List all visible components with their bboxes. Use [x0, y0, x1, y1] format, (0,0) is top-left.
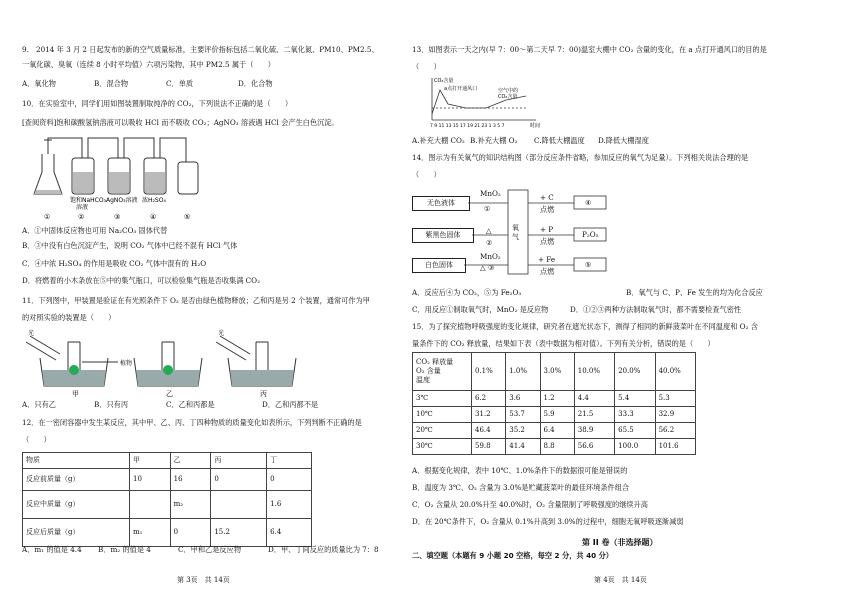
- diagram-box: 白色固体: [412, 258, 466, 273]
- option[interactable]: A.补充大棚 CO₂: [412, 136, 465, 145]
- option[interactable]: A．m₁ 的值是 4.4: [22, 545, 82, 554]
- table-cell: 46.4: [472, 423, 506, 439]
- table-cell: 0.1%: [472, 353, 506, 391]
- axis-label: 时间: [530, 123, 541, 129]
- condition: MnO₂: [480, 189, 501, 198]
- option[interactable]: C．单质: [166, 79, 194, 88]
- product: ④: [585, 198, 592, 207]
- table-cell: 物质: [23, 453, 130, 469]
- table-cell: 5.4: [615, 391, 655, 407]
- condition: △: [486, 226, 492, 235]
- diagram-box: 无色液体: [412, 196, 470, 211]
- table-cell: [130, 491, 171, 519]
- q12-line2: （ ）: [22, 435, 51, 444]
- q11-line1: 11．下列图中，甲装置是验证在有光照条件下 O₂ 是否由绿色植物释放；乙和丙是另 2 个装置，通常可作为甲: [22, 296, 370, 305]
- table-cell: 10: [130, 469, 171, 491]
- table-header-cell: [413, 353, 472, 391]
- table-cell: 15.2: [211, 519, 267, 547]
- option[interactable]: A．氧化物: [22, 79, 56, 88]
- product: P₂O₅: [582, 230, 599, 239]
- header-line: 温度: [416, 376, 430, 385]
- table-cell: 6.2: [472, 391, 506, 407]
- table-cell: 乙: [170, 453, 211, 469]
- table-cell: 53.7: [506, 407, 540, 423]
- table-cell: 10.0%: [574, 353, 614, 391]
- option[interactable]: B．温度为 3℃、O₂ 含量为 3.0%是贮藏菠菜叶的最佳环境条件组合: [412, 483, 630, 492]
- table-row: [413, 353, 696, 391]
- fig-number: ②: [78, 213, 85, 221]
- fig-label: 丙: [260, 390, 267, 398]
- table-cell: 56.2: [655, 423, 695, 439]
- q12-line1: 12．在一密闭容器中发生某反应，其中甲、乙、丙、丁四种物质的质量变化如表所示，下列判断不正确的是: [22, 418, 362, 427]
- table-cell: 1.6: [267, 491, 312, 519]
- fig-number: ④: [150, 213, 157, 221]
- table-cell: 6.4: [540, 423, 574, 439]
- q14-oxygen-diagram: [412, 186, 672, 278]
- condition: ②: [486, 238, 493, 247]
- condition: MnO₂: [480, 252, 501, 261]
- graph-label: 空气中的: [498, 88, 519, 94]
- option[interactable]: D．①②③两种方法制取氧气时，都不需要检查气密性: [570, 305, 742, 314]
- option[interactable]: B.补充大棚 O₂: [470, 136, 518, 145]
- table-cell: 丙: [211, 453, 267, 469]
- q10-line1: 10．在实验室中，同学们用如图装置制取纯净的 CO₂，下列说法不正确的是（ ）: [22, 99, 293, 108]
- option[interactable]: D.降低大棚湿度: [598, 136, 649, 145]
- fig-label: 乙: [166, 390, 173, 398]
- table-cell: 32.9: [655, 407, 695, 423]
- table-cell: 56.6: [574, 439, 614, 455]
- table-cell: 0: [170, 519, 211, 547]
- fig-label: 植物: [120, 360, 133, 367]
- option[interactable]: A．只有乙: [22, 400, 56, 409]
- table-cell: 3℃: [413, 391, 472, 407]
- q13-line2: （ ）: [412, 62, 441, 71]
- graph-label: CO₂含量: [434, 78, 454, 84]
- option[interactable]: B．只有丙: [94, 400, 129, 409]
- graph-label: CO₂含量: [498, 94, 518, 100]
- option[interactable]: D．将燃着的小木条放在⑤中的集气瓶口，可以检验集气瓶是否收集满 CO₂: [22, 276, 260, 285]
- fig-label: 溶液: [76, 204, 89, 211]
- q13-options: [412, 136, 662, 145]
- table-cell: 100.0: [615, 439, 655, 455]
- table-cell: 1.2: [540, 391, 574, 407]
- table-row: [23, 469, 312, 491]
- table-cell: 33.3: [615, 407, 655, 423]
- diagram-box: 紫黑色固体: [412, 228, 474, 243]
- table-row: [413, 439, 696, 455]
- q15-line2: 量条件下的 CO₂ 释放量，结果如下表（表中数据为相对值）。下列有关分析，错误的是（ ）: [412, 339, 715, 348]
- table-cell: 1.0%: [506, 353, 540, 391]
- table-cell: 8.8: [540, 439, 574, 455]
- table-row: [413, 391, 696, 407]
- q10-apparatus-figure: [32, 132, 212, 222]
- page-footer: 第 4页 共 14页: [594, 576, 647, 584]
- table-row: [413, 407, 696, 423]
- option[interactable]: C．④中浓 H₂SO₄ 的作用是吸收 CO₂ 气体中混有的 H₂O: [22, 259, 207, 268]
- table-cell: 101.6: [655, 439, 695, 455]
- table-cell: 反应前质量（g）: [23, 469, 130, 491]
- q9-line1: 9. 2014 年 3 月 2 日起发布的新的空气质量标准，主要评价指标包括二氧化硫、二氧化氮、PM10、PM2.5、: [22, 45, 379, 54]
- header-line: O₂ 含量: [416, 366, 441, 375]
- table-cell: 4.4: [574, 391, 614, 407]
- table-cell: 丁: [267, 453, 312, 469]
- section-title: 第 II 卷（非选择题）: [582, 538, 658, 547]
- table-cell: 20.0%: [615, 353, 655, 391]
- q11-plant-figure: [22, 328, 322, 398]
- axis-ticks: 7 9 11 13 15 17 19 21 23 1 3 5 7: [430, 124, 505, 129]
- table-cell: 20℃: [413, 423, 472, 439]
- fig-number: ⑤: [184, 213, 191, 221]
- table-cell: 10℃: [413, 407, 472, 423]
- table-cell: 反应中质量（g）: [23, 491, 130, 519]
- option[interactable]: D．在 20℃条件下，O₂ 含量从 0.1%升高到 3.0%的过程中，细胞无氧呼吸逐渐减弱: [412, 517, 684, 526]
- table-cell: 65.5: [615, 423, 655, 439]
- reactant: + Fe: [538, 255, 556, 264]
- table-cell: 30℃: [413, 439, 472, 455]
- option[interactable]: C．甲和乙是反应物: [178, 545, 242, 554]
- q14-line2: （ ）: [412, 170, 441, 179]
- q12-mass-table: [22, 452, 312, 547]
- q10-line2: [查阅资料]饱和碳酸氢钠溶液可以吸收 HCl 而不吸收 CO₂；AgNO₃ 溶液遇 HCl 会产生白色沉淀。: [22, 118, 339, 127]
- q12-options: [22, 545, 398, 554]
- fig-label: AgNO₃溶液: [106, 197, 138, 204]
- table-cell: 0: [211, 469, 267, 491]
- fig-number: ①: [44, 213, 51, 221]
- table-cell: 31.2: [472, 407, 506, 423]
- fig-label: 浓H₂SO₄: [142, 197, 166, 204]
- condition: ③: [488, 263, 495, 272]
- option[interactable]: A．根据变化规律，表中 10℃、1.0%条件下的数据很可能是错误的: [412, 466, 628, 475]
- condition: ①: [484, 204, 491, 213]
- table-cell: 59.8: [472, 439, 506, 455]
- q11-options: [22, 400, 358, 409]
- condition: △: [480, 263, 486, 272]
- table-cell: 41.4: [506, 439, 540, 455]
- table-cell: m₁: [130, 519, 171, 547]
- table-row: [413, 423, 696, 439]
- reactant: + C: [540, 193, 554, 202]
- product: ⑤: [585, 260, 592, 269]
- table-cell: 0: [267, 469, 312, 491]
- header-line: CO₂ 释放量: [416, 357, 454, 366]
- table-cell: 16: [170, 469, 211, 491]
- option[interactable]: B．m₂ 的值是 4: [98, 545, 151, 554]
- reactant: 点燃: [540, 237, 555, 246]
- option[interactable]: D．甲、丁间反应的质量比为 7：8: [268, 545, 379, 554]
- fig-label: 甲: [72, 390, 79, 398]
- option[interactable]: C．O₂ 含量从 20.0%升至 40.0%时，O₂ 含量限制了呼吸强度的继续升高: [412, 500, 648, 509]
- option[interactable]: B．混合物: [94, 79, 129, 88]
- q9-line2: 一氧化碳、臭氧（连续 8 小时平均值）六项污染物，其中 PM2.5 属于（ ）: [22, 60, 275, 69]
- option[interactable]: D．化合物: [238, 79, 273, 88]
- table-cell: 6.4: [267, 519, 312, 547]
- q15-respiration-table: [412, 352, 696, 455]
- option[interactable]: A．反应后④为 CO₂，⑤为 Fe₂O₃: [412, 288, 522, 297]
- option[interactable]: A．①中固体反应物也可用 Na₂CO₃ 固体代替: [22, 226, 168, 235]
- fig-label: 饱和NaHCO₃: [70, 197, 106, 204]
- reactant: 点燃: [540, 205, 555, 214]
- table-cell: m₂: [170, 491, 211, 519]
- section-heading: 二、填空题（本题有 9 小题 20 空格，每空 2 分，共 40 分）: [412, 551, 613, 560]
- table-cell: 21.5: [574, 407, 614, 423]
- table-cell: 5.3: [655, 391, 695, 407]
- q15-line1: 15．为了探究植物呼吸强度的变化规律，研究者在遮光状态下，测得了相同的新鲜菠菜叶在不同温度和 O₂ 含: [412, 322, 758, 331]
- table-cell: 3.0%: [540, 353, 574, 391]
- table-row: [23, 453, 312, 469]
- q14-line1: 14．图示为有关氧气的知识结构图（部分反应条件省略，参加反应的氧气为足量）。下列相关说法合理的是: [412, 153, 749, 162]
- q9-options: [22, 79, 310, 88]
- table-row: [23, 519, 312, 547]
- table-row: [23, 491, 312, 519]
- table-cell: 40.0%: [655, 353, 695, 391]
- table-cell: 35.2: [506, 423, 540, 439]
- table-cell: 38.9: [574, 423, 614, 439]
- option[interactable]: C．用反应①制取氧气时，MnO₂ 是反应物: [412, 305, 549, 314]
- option[interactable]: D．乙和丙都不是: [262, 400, 319, 409]
- table-cell: 3.6: [506, 391, 540, 407]
- q13-co2-graph: [426, 74, 556, 130]
- table-cell: 甲: [130, 453, 171, 469]
- reactant: + P: [540, 225, 554, 234]
- table-cell: 反应后质量（g）: [23, 519, 130, 547]
- page-footer: 第 3页 共 14页: [177, 576, 230, 584]
- option[interactable]: C．乙和丙都是: [166, 400, 215, 409]
- fig-label: 光: [28, 330, 35, 337]
- table-cell: [211, 491, 267, 519]
- option[interactable]: B．氧气与 C、P、Fe 发生的均为化合反应: [626, 288, 763, 297]
- fig-label: 光: [218, 330, 225, 337]
- option[interactable]: B．③中没有白色沉淀产生，说明 CO₂ 气体中已经不混有 HCl 气体: [22, 241, 238, 250]
- q11-line2: 的对照实验的装置是（ ）: [22, 313, 116, 322]
- left-page: [22, 0, 400, 608]
- table-cell: 5.9: [540, 407, 574, 423]
- graph-label: a点打开通风口: [444, 86, 478, 92]
- reactant: 点燃: [540, 267, 555, 276]
- center-oxygen: 氧气: [512, 224, 519, 241]
- q13-line1: 13．如图表示一天之内(早 7：00～第二天早 7：00)温室大棚中 CO₂ 含量的变化，在 a 点打开通风口的目的是: [412, 45, 767, 54]
- right-page: [412, 0, 846, 608]
- option[interactable]: C.降低大棚温度: [534, 136, 585, 145]
- fig-number: ③: [114, 213, 121, 221]
